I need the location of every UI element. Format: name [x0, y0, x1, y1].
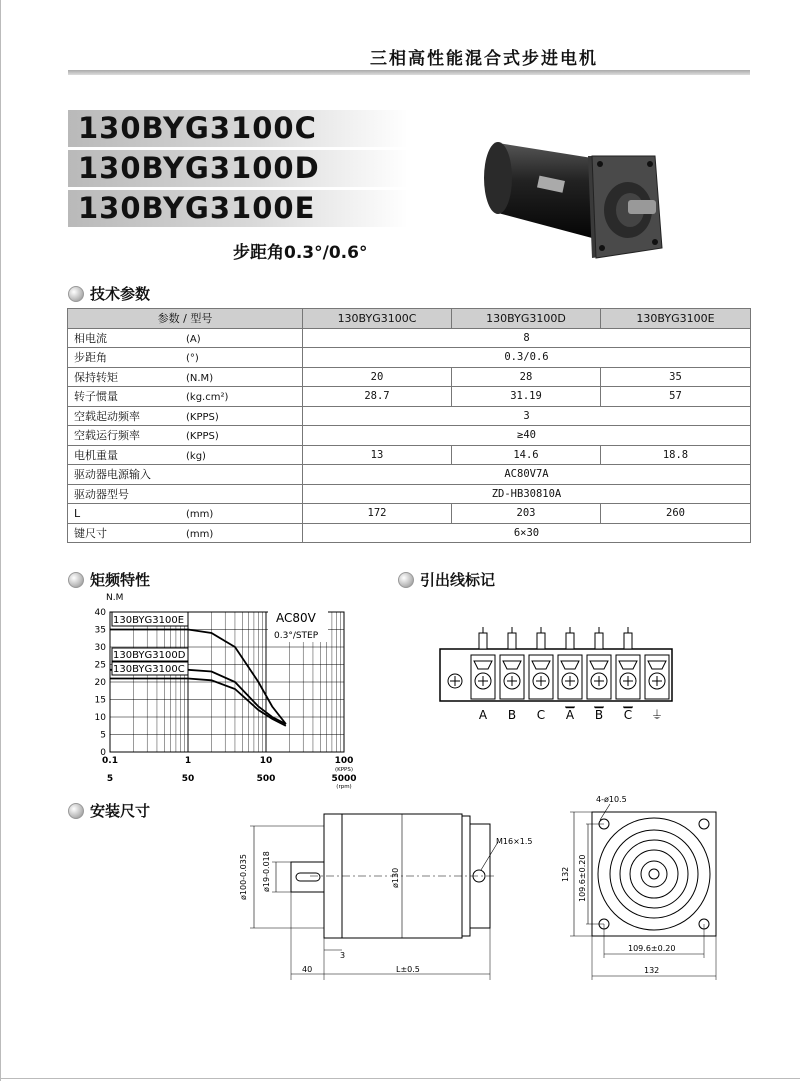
table-row: [68, 484, 751, 504]
param-unit: (KPPS): [186, 411, 219, 423]
param-name: 空载运行频率: [74, 429, 140, 443]
y-tick-label: 10: [94, 713, 106, 723]
step-label: 0.3°/STEP: [274, 631, 319, 641]
y-axis-title: N.M: [106, 593, 124, 603]
param-cell: [68, 445, 303, 465]
dim-body-dia: ø130: [391, 867, 400, 888]
table-row: [68, 387, 751, 407]
param-name: 键尺寸: [74, 526, 107, 540]
param-cell: [68, 426, 303, 446]
section-bullet-icon: [68, 803, 84, 819]
spec-table: [67, 308, 751, 543]
dim-3: 3: [340, 951, 346, 960]
table-header-row: [68, 309, 751, 329]
ground-icon: ⏚: [650, 708, 664, 722]
param-name: 电机重量: [74, 448, 118, 462]
section-wiring: [398, 569, 495, 590]
param-name: 空载起动频率: [74, 409, 140, 423]
dim-thread: M16×1.5: [496, 837, 533, 846]
table-row: [68, 523, 751, 543]
dim-flange-dia: ø100-0.035: [239, 854, 248, 900]
param-cell: [68, 387, 303, 407]
section-wiring-title: 引出线标记: [420, 571, 496, 589]
value-cell: AC80V7A: [303, 465, 751, 485]
y-tick-label: 35: [94, 625, 106, 636]
terminal-block: [436, 625, 676, 725]
section-bullet-icon: [398, 572, 414, 588]
rpm-tick-label: 50: [181, 774, 195, 784]
model-name-c: 130BYG3100C: [78, 111, 317, 145]
y-tick-label: 15: [94, 695, 106, 706]
rpm-tick-label: 5000: [331, 774, 357, 784]
th-model-d: 130BYG3100D: [452, 309, 601, 329]
value-cell: 172: [303, 504, 452, 524]
table-row: [68, 367, 751, 387]
section-bullet-icon: [68, 572, 84, 588]
value-cell: 18.8: [601, 445, 751, 465]
table-row: [68, 328, 751, 348]
param-cell: [68, 328, 303, 348]
table-row: [68, 445, 751, 465]
param-unit: (mm): [186, 528, 214, 540]
terminal-1: [500, 627, 524, 699]
param-cell: [68, 523, 303, 543]
param-unit: (mm): [186, 508, 214, 520]
table-row: [68, 348, 751, 368]
dim-length: L±0.5: [396, 965, 420, 974]
dim-shaft-dia: ø19-0.018: [262, 851, 271, 892]
dim-pcd-vertical: 109.6±0.20: [578, 854, 587, 902]
value-cell: 14.6: [452, 445, 601, 465]
rpm-tick-label: 500: [256, 774, 276, 784]
table-row: [68, 426, 751, 446]
section-torque-title: 矩频特性: [90, 571, 151, 589]
y-tick-label: 25: [94, 660, 106, 671]
front-view-drawing: [530, 790, 740, 985]
value-cell: 203: [452, 504, 601, 524]
header-rule: [68, 70, 750, 75]
th-model-e: 130BYG3100E: [601, 309, 751, 329]
rpm-unit-label: (rpm): [336, 784, 352, 790]
value-cell: 20: [303, 367, 452, 387]
dim-holes: 4-ø10.5: [596, 795, 627, 804]
section-tech-title: 技术参数: [90, 285, 151, 303]
value-cell: 6×30: [303, 523, 751, 543]
dim-side-132: 132: [561, 866, 570, 882]
param-name: 步距角: [74, 351, 107, 365]
x-tick-label: 10: [259, 756, 273, 766]
rpm-tick-label: 5: [106, 774, 114, 784]
side-view-drawing: [236, 800, 533, 990]
value-cell: 3: [303, 406, 751, 426]
y-tick-label: 0: [100, 748, 106, 758]
x-tick-label: 0.1: [102, 756, 118, 766]
terminal-0: [471, 627, 495, 699]
param-unit: (kg.cm²): [186, 392, 229, 404]
section-torque: [68, 569, 150, 590]
page-header-title: 三相高性能混合式步进电机: [370, 49, 598, 69]
motor-photo: [480, 118, 670, 268]
y-tick-label: 5: [100, 730, 106, 741]
y-tick-label: 40: [94, 608, 106, 618]
param-name: 相电流: [74, 331, 107, 345]
terminal-6: [645, 655, 669, 699]
terminal-4: [587, 627, 611, 699]
param-name: L: [74, 506, 81, 520]
value-cell: 57: [601, 387, 751, 407]
y-tick-label: 30: [94, 643, 106, 653]
terminal-label: B: [507, 708, 517, 722]
terminal-label: A: [565, 708, 575, 722]
curve-label-d: 130BYG3100D: [113, 650, 186, 661]
dim-width-132: 132: [644, 966, 660, 975]
curve-label-c: 130BYG3100C: [113, 664, 185, 675]
param-name: 驱动器型号: [74, 487, 129, 501]
terminal-2: [529, 627, 553, 699]
param-name: 转子惯量: [74, 390, 118, 404]
param-unit: (°): [186, 353, 199, 365]
param-unit: (KPPS): [186, 431, 219, 443]
value-cell: 28: [452, 367, 601, 387]
page-bottom-edge: [0, 1078, 800, 1079]
x-unit-label: (KPPS): [334, 767, 354, 773]
param-cell: [68, 367, 303, 387]
value-cell: 35: [601, 367, 751, 387]
section-bullet-icon: [68, 286, 84, 302]
param-cell: [68, 348, 303, 368]
dim-40: 40: [302, 965, 313, 974]
terminal-label: B: [594, 708, 604, 722]
table-row: [68, 465, 751, 485]
step-angle-label: 步距角0.3°/0.6°: [233, 243, 368, 263]
value-cell: ≥40: [303, 426, 751, 446]
section-mount-title: 安装尺寸: [90, 802, 151, 820]
section-mount: [68, 800, 150, 821]
terminal-label: C: [536, 708, 546, 722]
torque-chart: [68, 590, 368, 790]
value-cell: 0.3/0.6: [303, 348, 751, 368]
param-cell: [68, 406, 303, 426]
terminal-5: [616, 627, 640, 699]
y-tick-label: 20: [94, 678, 106, 688]
param-unit: (A): [186, 333, 201, 345]
table-row: [68, 504, 751, 524]
param-name: 驱动器电源输入: [74, 468, 151, 482]
x-tick-label: 1: [184, 756, 192, 766]
x-tick-label: 100: [334, 756, 354, 766]
param-unit: (N.M): [186, 372, 214, 384]
param-cell: [68, 465, 303, 485]
value-cell: ZD-HB30810A: [303, 484, 751, 504]
page-left-edge: [0, 0, 1, 1081]
value-cell: 31.19: [452, 387, 601, 407]
param-cell: [68, 484, 303, 504]
param-name: 保持转矩: [74, 370, 118, 384]
param-cell: [68, 504, 303, 524]
dim-pcd-horizontal: 109.6±0.20: [628, 944, 676, 953]
supply-label: AC80V: [276, 611, 316, 625]
value-cell: 28.7: [303, 387, 452, 407]
model-name-d: 130BYG3100D: [78, 151, 320, 185]
curve-label-e: 130BYG3100E: [113, 615, 185, 626]
terminal-label: A: [478, 708, 488, 722]
terminal-label: C: [623, 708, 633, 722]
section-tech-params: [68, 283, 150, 304]
table-row: [68, 406, 751, 426]
model-name-e: 130BYG3100E: [78, 191, 316, 225]
value-cell: 8: [303, 328, 751, 348]
value-cell: 13: [303, 445, 452, 465]
param-unit: (kg): [186, 450, 206, 462]
th-model-c: 130BYG3100C: [303, 309, 452, 329]
th-param: 参数 / 型号: [68, 309, 303, 329]
value-cell: 260: [601, 504, 751, 524]
terminal-3: [558, 627, 582, 699]
